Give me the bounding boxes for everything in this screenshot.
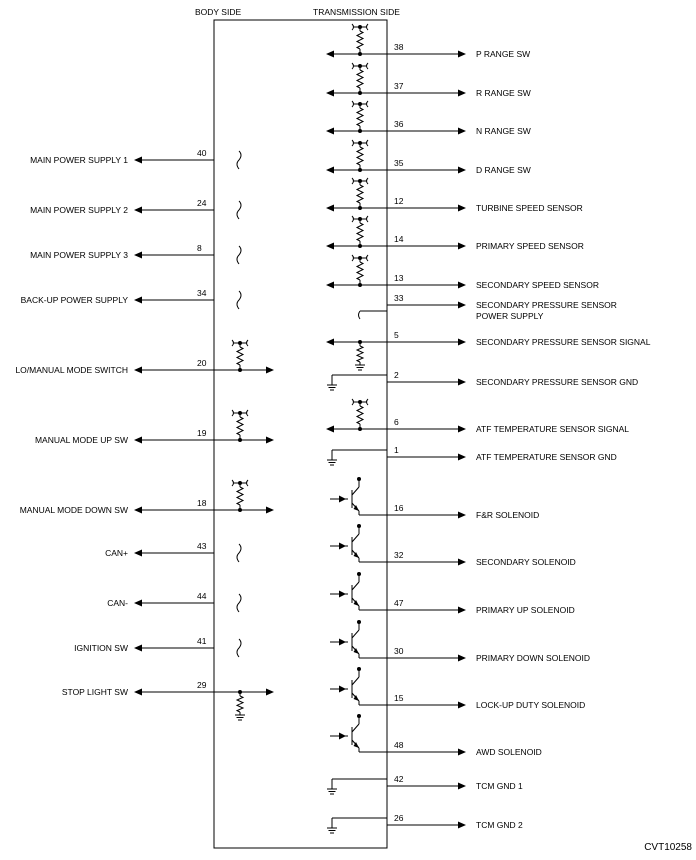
signal-label: TCM GND 1	[476, 781, 523, 791]
left-signal-2	[30, 198, 241, 219]
signal-label: MANUAL MODE DOWN SW	[19, 505, 128, 515]
right-signal-11	[326, 399, 629, 434]
arrow-left-icon	[326, 128, 334, 135]
signal-label: CAN+	[105, 548, 128, 558]
pin-number: 44	[197, 591, 207, 601]
junction-dot-icon	[358, 168, 362, 172]
left-signal-11	[62, 680, 274, 720]
arrow-right-icon	[458, 302, 466, 309]
junction-dot-icon	[358, 129, 362, 133]
right-signal-6	[326, 216, 584, 251]
body-side-header: BODY SIDE	[195, 7, 242, 17]
pin-number: 43	[197, 541, 207, 551]
wire-break-icon	[237, 594, 241, 612]
transistor-collector	[352, 630, 359, 638]
junction-dot-icon	[358, 244, 362, 248]
right-signal-2	[326, 63, 531, 98]
junction-dot-icon	[357, 524, 361, 528]
signal-label: ATF TEMPERATURE SENSOR GND	[476, 452, 617, 462]
arrow-left-icon	[326, 339, 334, 346]
resistor-icon	[357, 406, 363, 424]
ground-icon	[355, 365, 365, 370]
wire-break-icon	[237, 291, 241, 309]
arrow-left-icon	[326, 51, 334, 58]
junction-dot-icon	[238, 368, 242, 372]
pin-number: 42	[394, 774, 404, 784]
transistor-collector	[352, 534, 359, 542]
junction-dot-icon	[357, 667, 361, 671]
arrow-right-icon	[458, 243, 466, 250]
right-signal-17	[330, 667, 585, 710]
transistor-collector	[352, 582, 359, 590]
arrow-right-icon	[458, 783, 466, 790]
pin-number: 32	[394, 550, 404, 560]
pin-number: 13	[394, 273, 404, 283]
signal-label: R RANGE SW	[476, 88, 531, 98]
figure-code: CVT10258	[644, 842, 692, 853]
left-signal-3	[30, 243, 241, 264]
signal-label: LOCK-UP DUTY SOLENOID	[476, 700, 586, 710]
pin-number: 8	[197, 243, 202, 253]
right-signal-1	[326, 24, 530, 59]
resistor-icon	[237, 696, 243, 712]
right-signal-13	[330, 477, 539, 520]
pin-number: 15	[394, 693, 404, 703]
signal-label: TCM GND 2	[476, 820, 523, 830]
wire-break-icon	[237, 246, 241, 264]
junction-dot-icon	[357, 477, 361, 481]
pin-number: 12	[394, 196, 404, 206]
right-signal-3	[326, 101, 531, 136]
resistor-icon	[237, 347, 243, 365]
junction-dot-icon	[358, 283, 362, 287]
pin-number: 19	[197, 428, 207, 438]
signal-label-line2: POWER SUPPLY	[476, 311, 544, 321]
signal-label: PRIMARY SPEED SENSOR	[476, 241, 584, 251]
junction-dot-icon	[357, 714, 361, 718]
signal-label: IGNITION SW	[74, 643, 128, 653]
right-signal-5	[326, 178, 583, 213]
signal-label: P RANGE SW	[476, 49, 531, 59]
signal-label: D RANGE SW	[476, 165, 531, 175]
resistor-icon	[357, 185, 363, 203]
pin-number: 20	[197, 358, 207, 368]
arrow-right-icon	[458, 749, 466, 756]
pin-number: 30	[394, 646, 404, 656]
arrow-right-icon	[458, 379, 466, 386]
arrow-left-icon	[326, 167, 334, 174]
arrow-right-icon	[266, 367, 274, 374]
ground-icon	[327, 789, 337, 794]
resistor-icon	[357, 70, 363, 88]
arrow-right-icon	[266, 507, 274, 514]
signal-label: MAIN POWER SUPPLY 3	[30, 250, 128, 260]
left-signal-9	[107, 591, 241, 612]
wire-break-icon	[359, 311, 361, 319]
arrow-right-icon	[458, 512, 466, 519]
wire-break-icon	[237, 544, 241, 562]
left-signal-1	[30, 148, 241, 169]
pin-number: 26	[394, 813, 404, 823]
left-signal-group	[15, 148, 274, 720]
signal-label: SECONDARY SPEED SENSOR	[476, 280, 599, 290]
junction-dot-icon	[358, 52, 362, 56]
resistor-icon	[237, 487, 243, 505]
arrow-right-icon	[458, 559, 466, 566]
arrow-right-icon	[458, 426, 466, 433]
resistor-icon	[237, 417, 243, 435]
arrow-right-icon	[458, 454, 466, 461]
right-signal-19	[327, 774, 523, 794]
pin-number: 48	[394, 740, 404, 750]
right-signal-9	[326, 330, 651, 370]
ground-icon	[327, 385, 337, 390]
arrow-left-icon	[326, 426, 334, 433]
transistor-collector	[352, 677, 359, 685]
left-signal-7	[20, 480, 274, 515]
pin-number: 40	[197, 148, 207, 158]
right-signal-18	[330, 714, 542, 757]
arrow-right-icon	[266, 437, 274, 444]
signal-label: ATF TEMPERATURE SENSOR SIGNAL	[476, 424, 630, 434]
junction-dot-icon	[358, 427, 362, 431]
pin-number: 35	[394, 158, 404, 168]
arrow-right-icon	[458, 702, 466, 709]
ground-icon	[235, 715, 245, 720]
signal-label: F&R SOLENOID	[476, 510, 540, 520]
pin-number: 6	[394, 417, 399, 427]
pin-number: 36	[394, 119, 404, 129]
arrow-right-icon	[339, 591, 346, 598]
left-signal-8	[105, 541, 241, 562]
junction-dot-icon	[358, 206, 362, 210]
ground-icon	[327, 460, 337, 465]
pin-number: 41	[197, 636, 207, 646]
arrow-right-icon	[458, 607, 466, 614]
resistor-icon	[357, 108, 363, 126]
left-signal-5	[15, 340, 274, 375]
arrow-right-icon	[458, 822, 466, 829]
signal-label: SECONDARY PRESSURE SENSOR GND	[476, 377, 639, 387]
ground-icon	[327, 828, 337, 833]
arrow-right-icon	[458, 167, 466, 174]
arrow-left-icon	[326, 90, 334, 97]
left-signal-4	[21, 288, 241, 309]
wire-break-icon	[237, 151, 241, 169]
right-signal-8	[359, 293, 617, 321]
arrow-left-icon	[326, 282, 334, 289]
left-signal-6	[35, 410, 274, 445]
signal-label: TURBINE SPEED SENSOR	[476, 203, 583, 213]
right-signal-10	[327, 370, 638, 390]
signal-label: PRIMARY UP SOLENOID	[476, 605, 575, 615]
pin-number: 29	[197, 680, 207, 690]
pin-number: 33	[394, 293, 404, 303]
resistor-icon	[357, 346, 363, 362]
signal-label: SECONDARY PRESSURE SENSOR	[476, 300, 617, 310]
pin-number: 5	[394, 330, 399, 340]
right-signal-20	[327, 813, 523, 833]
signal-label: PRIMARY DOWN SOLENOID	[476, 653, 590, 663]
resistor-icon	[357, 223, 363, 241]
arrow-right-icon	[339, 496, 346, 503]
pin-number: 24	[197, 198, 207, 208]
transistor-collector	[352, 487, 359, 495]
transistor-collector	[352, 724, 359, 732]
arrow-right-icon	[458, 655, 466, 662]
resistor-icon	[357, 262, 363, 280]
signal-label: SECONDARY PRESSURE SENSOR SIGNAL	[476, 337, 651, 347]
arrow-right-icon	[458, 51, 466, 58]
signal-label: LO/MANUAL MODE SWITCH	[15, 365, 128, 375]
signal-label: MANUAL MODE UP SW	[34, 435, 128, 445]
pin-number: 14	[394, 234, 404, 244]
pin-number: 37	[394, 81, 404, 91]
junction-dot-icon	[358, 91, 362, 95]
right-signal-4	[326, 140, 531, 175]
signal-label: AWD SOLENOID	[476, 747, 542, 757]
right-signal-12	[327, 445, 617, 465]
signal-label: MAIN POWER SUPPLY 1	[30, 155, 128, 165]
arrow-right-icon	[339, 639, 346, 646]
signal-label: BACK-UP POWER SUPPLY	[20, 295, 128, 305]
junction-dot-icon	[238, 438, 242, 442]
arrow-right-icon	[339, 733, 346, 740]
wire-break-icon	[237, 201, 241, 219]
junction-dot-icon	[357, 572, 361, 576]
pin-number: 18	[197, 498, 207, 508]
signal-label: MAIN POWER SUPPLY 2	[30, 205, 128, 215]
transmission-side-header: TRANSMISSION SIDE	[313, 7, 400, 17]
arrow-left-icon	[326, 243, 334, 250]
left-signal-10	[74, 636, 241, 657]
arrow-right-icon	[458, 339, 466, 346]
right-signal-16	[330, 620, 590, 663]
pin-number: 47	[394, 598, 404, 608]
right-signal-group	[326, 24, 651, 833]
signal-label: N RANGE SW	[476, 126, 531, 136]
pin-number: 2	[394, 370, 399, 380]
arrow-left-icon	[326, 205, 334, 212]
resistor-icon	[357, 147, 363, 165]
arrow-right-icon	[458, 128, 466, 135]
signal-label: CAN-	[107, 598, 128, 608]
right-signal-14	[330, 524, 576, 567]
arrow-right-icon	[266, 689, 274, 696]
pin-number: 38	[394, 42, 404, 52]
signal-label: STOP LIGHT SW	[61, 687, 128, 697]
wire-break-icon	[237, 639, 241, 657]
resistor-icon	[357, 31, 363, 49]
arrow-right-icon	[458, 282, 466, 289]
pin-number: 34	[197, 288, 207, 298]
pin-number: 1	[394, 445, 399, 455]
arrow-right-icon	[339, 686, 346, 693]
pin-number: 16	[394, 503, 404, 513]
right-signal-7	[326, 255, 599, 290]
junction-dot-icon	[238, 508, 242, 512]
junction-dot-icon	[357, 620, 361, 624]
signal-label: SECONDARY SOLENOID	[476, 557, 576, 567]
arrow-right-icon	[339, 543, 346, 550]
arrow-right-icon	[458, 205, 466, 212]
right-signal-15	[330, 572, 575, 615]
arrow-right-icon	[458, 90, 466, 97]
